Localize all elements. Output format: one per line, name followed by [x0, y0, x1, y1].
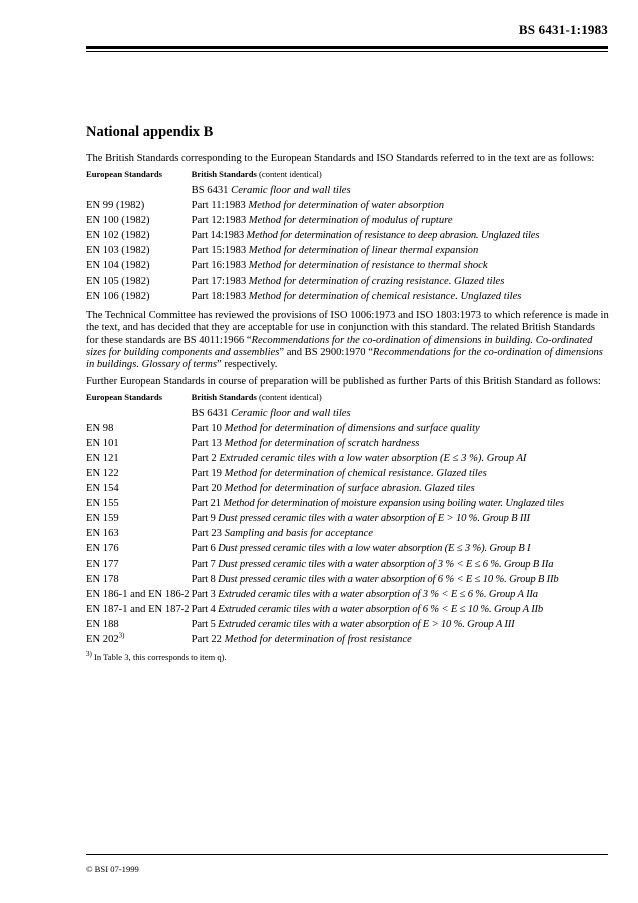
part-title: Method for determination of dimensions and surface quality [224, 422, 480, 434]
european-standard-cell [86, 559, 192, 574]
en-number: EN 98 [86, 422, 114, 434]
table-row [86, 230, 610, 245]
european-standard-cell [86, 230, 192, 245]
en-number: EN 104 (1982) [86, 260, 150, 272]
iso-text-3: ” respectively. [216, 359, 278, 371]
table-row [86, 528, 610, 543]
en-number: EN 163 [86, 528, 119, 540]
table-row [86, 291, 610, 306]
table-row [86, 408, 610, 423]
future-parts-table [86, 391, 610, 649]
part-number: Part 20 [191, 483, 225, 495]
iso-text-1: The Technical Committee has reviewed the provisions of ISO 1006:1973 and ISO 1803:1973 to which reference is made in the text, and has decided that they are acceptable for use in conjunction with this standard. The related British Standards for these standards are BS 4011:1966 “ [86, 309, 609, 346]
en-number: EN 176 [86, 543, 119, 555]
european-standard-cell [86, 483, 192, 498]
table-row [86, 185, 610, 200]
table-row [86, 604, 610, 619]
table-row [86, 619, 610, 634]
en-number: EN 186-1 and EN 186-2 [86, 588, 190, 600]
part-title: Method for determination of surface abrasion. Glazed tiles [224, 483, 475, 495]
european-standard-cell [86, 543, 192, 558]
part-number: Part 19 [191, 467, 225, 479]
part-title: Method for determination of modulus of rupture [248, 214, 453, 226]
part-title: Method for determination of resistance to thermal shock [248, 260, 488, 272]
en-number: EN 105 (1982) [86, 275, 150, 287]
part-number: Part 6 [191, 543, 219, 555]
european-standard-cell [86, 528, 192, 543]
en-number: EN 99 (1982) [86, 199, 145, 211]
iso-title-2: Recommendations for the co-ordination of dimensions in buildings. Glossary of terms [86, 347, 603, 371]
british-standards-label: British Standards [191, 169, 257, 180]
part-title: Method for determination of resistance to deep abrasion. Unglazed tiles [246, 230, 540, 242]
part-number: Part 16:1983 [191, 260, 249, 272]
en-number: EN 159 [86, 513, 119, 525]
european-standard-cell [86, 438, 192, 453]
british-standard-cell [192, 483, 610, 498]
british-standard-cell [192, 453, 610, 468]
en-number: EN 101 [86, 437, 119, 449]
british-standard-cell [192, 604, 610, 619]
british-standard-cell [192, 513, 610, 528]
part-number: Part 4 [191, 603, 219, 615]
european-standard-cell [86, 631, 192, 649]
british-standard-cell [192, 559, 610, 574]
european-standard-cell [86, 453, 192, 468]
appendix-title: National appendix B [86, 124, 214, 140]
british-standards-label: British Standards [191, 392, 257, 403]
european-standard-cell [86, 619, 192, 634]
european-standard-cell [86, 215, 192, 230]
european-standard-cell [86, 589, 192, 604]
col-european-standards: European Standards [86, 169, 163, 180]
col-european-standards: European Standards [86, 392, 163, 403]
en-number: EN 102 (1982) [86, 230, 150, 242]
iso-paragraph [86, 310, 610, 372]
intro-paragraph: The British Standards corresponding to the European Standards and ISO Standards referred to in the text are as follows: [86, 153, 595, 164]
header-rule-thin [86, 51, 608, 52]
part-number: Part 23 [191, 528, 225, 540]
iso-title-1: Recommendations for the co-ordination of dimensions in building. Co-ordinated sizes for building components and assemblies [86, 334, 593, 359]
footer-rule [86, 854, 608, 855]
british-standard-cell [192, 200, 610, 215]
table-row [86, 543, 610, 558]
table-row [86, 438, 610, 453]
en-number: EN 187-1 and EN 187-2 [86, 603, 190, 615]
en-number: EN 154 [86, 483, 119, 495]
en-number: EN 178 [86, 573, 119, 585]
part-number: Part 7 [191, 558, 219, 570]
part-title: Extruded ceramic tiles with a water absorption of E > 10 %. Group A III [218, 618, 515, 630]
footnote-ref: 3) [118, 631, 125, 640]
further-standards-paragraph: Further European Standards in course of preparation will be published as further Parts of this British Standard as follows: [86, 375, 601, 387]
european-standard-cell [86, 276, 192, 291]
table-row [86, 200, 610, 215]
european-standard-cell [86, 408, 192, 423]
content-identical-note: (content identical) [256, 392, 322, 403]
european-standard-cell [86, 200, 192, 215]
table-header-row [86, 391, 610, 407]
table-row [86, 634, 610, 649]
british-standard-cell [192, 260, 610, 275]
table-row [86, 276, 610, 291]
part-number: Part 13 [191, 437, 225, 449]
part-title: Method for determination of moisture expansion using boiling water. Unglazed tiles [223, 498, 564, 510]
table-row [86, 423, 610, 438]
european-standard-cell [86, 185, 192, 200]
document-number: BS 6431-1:1983 [518, 22, 608, 37]
table-row [86, 245, 610, 260]
part-number: Part 22 [191, 633, 225, 645]
part-title: Method for determination of frost resistance [224, 633, 412, 645]
footnote-text: In Table 3, this corresponds to item q). [91, 652, 227, 663]
british-standard-cell [192, 634, 610, 649]
table-row [86, 468, 610, 483]
en-number: EN 121 [86, 452, 119, 464]
part-number: Part 21 [191, 498, 224, 510]
part-number: Part 15:1983 [191, 245, 249, 257]
table-row [86, 453, 610, 468]
part-title: Dust pressed ceramic tiles with a water absorption of 3 % < E ≤ 6 %. Group B IIa [218, 558, 554, 570]
table-row [86, 215, 610, 230]
british-standard-cell [192, 245, 610, 260]
european-standard-cell [86, 513, 192, 528]
british-standard-cell [192, 438, 610, 453]
standard-title: Ceramic floor and wall tiles [231, 407, 351, 419]
british-standard-cell [192, 543, 610, 558]
european-standard-cell [86, 423, 192, 438]
part-title: Method for determination of crazing resistance. Glazed tiles [248, 275, 505, 287]
part-title: Method for determination of scratch hardness [224, 437, 420, 449]
standard-number: BS 6431 [191, 407, 232, 419]
british-standard-cell [192, 276, 610, 291]
col-british-standards [192, 168, 610, 184]
part-number: Part 18:1983 [191, 290, 249, 302]
part-number: Part 17:1983 [191, 275, 249, 287]
en-number: EN 106 (1982) [86, 290, 150, 302]
european-standard-cell [86, 468, 192, 483]
part-number: Part 8 [191, 573, 219, 585]
part-title: Dust pressed ceramic tiles with a water absorption of E > 10 %. Group B III [218, 513, 530, 525]
part-number: Part 14:1983 [191, 230, 247, 242]
appendix-content [86, 124, 610, 662]
footnote-marker: 3) [86, 650, 92, 659]
table-row [86, 559, 610, 574]
header-rule-thick [86, 46, 608, 49]
part-number: Part 11:1983 [191, 199, 249, 211]
correspondence-table [86, 168, 610, 305]
en-number: EN 155 [86, 498, 119, 510]
table-row [86, 498, 610, 513]
part-number: Part 9 [191, 513, 219, 525]
part-title: Extruded ceramic tiles with a low water absorption (E ≤ 3 %). Group AI [219, 452, 527, 464]
british-standard-cell [192, 619, 610, 634]
iso-text-2: ” and BS 2900:1970 “ [279, 347, 373, 359]
copyright: © BSI 07-1999 [86, 864, 139, 874]
table-row [86, 513, 610, 528]
british-standard-cell [192, 230, 610, 245]
part-number: Part 12:1983 [191, 214, 249, 226]
en-number: EN 122 [86, 467, 119, 479]
table-header-row [86, 168, 610, 184]
table-row [86, 483, 610, 498]
part-title: Method for determination of linear thermal expansion [248, 245, 479, 257]
footnote [86, 652, 610, 662]
part-title: Sampling and basis for acceptance [224, 528, 373, 540]
en-number: EN 177 [86, 558, 119, 570]
part-title: Extruded ceramic tiles with a water absorption of 3 % < E ≤ 6 %. Group A IIa [218, 588, 538, 600]
british-standard-cell [192, 185, 610, 200]
content-identical-note: (content identical) [256, 169, 322, 180]
part-title: Dust pressed ceramic tiles with a low water absorption (E ≤ 3 %). Group B I [218, 543, 531, 555]
british-standard-cell [192, 574, 610, 589]
table-row [86, 260, 610, 275]
part-number: Part 2 [191, 452, 220, 464]
en-number: EN 202 [86, 633, 119, 645]
en-number: EN 188 [86, 618, 119, 630]
part-number: Part 3 [191, 588, 219, 600]
british-standard-cell [192, 423, 610, 438]
part-title: Method for determination of chemical resistance. Glazed tiles [224, 467, 487, 479]
british-standard-cell [192, 291, 610, 306]
standard-title: Ceramic floor and wall tiles [231, 184, 351, 196]
european-standard-cell [86, 604, 192, 619]
part-number: Part 10 [191, 422, 225, 434]
col-british-standards [192, 391, 610, 407]
part-title: Method for determination of chemical resistance. Unglazed tiles [248, 290, 522, 302]
british-standard-cell [192, 215, 610, 230]
part-title: Dust pressed ceramic tiles with a water absorption of 6 % < E ≤ 10 %. Group B IIb [218, 573, 559, 585]
british-standard-cell [192, 589, 610, 604]
part-number: Part 5 [191, 618, 219, 630]
european-standard-cell [86, 245, 192, 260]
british-standard-cell [192, 528, 610, 543]
british-standard-cell [192, 408, 610, 423]
european-standard-cell [86, 291, 192, 306]
european-standard-cell [86, 498, 192, 513]
table-row [86, 574, 610, 589]
european-standard-cell [86, 260, 192, 275]
part-title: Extruded ceramic tiles with a water absorption of 6 % < E ≤ 10 %. Group A IIb [218, 603, 544, 615]
en-number: EN 103 (1982) [86, 245, 150, 257]
table-row [86, 589, 610, 604]
european-standard-cell [86, 574, 192, 589]
en-number: EN 100 (1982) [86, 214, 150, 226]
british-standard-cell [192, 498, 610, 513]
standard-number: BS 6431 [191, 184, 232, 196]
part-title: Method for determination of water absorption [248, 199, 445, 211]
british-standard-cell [192, 468, 610, 483]
